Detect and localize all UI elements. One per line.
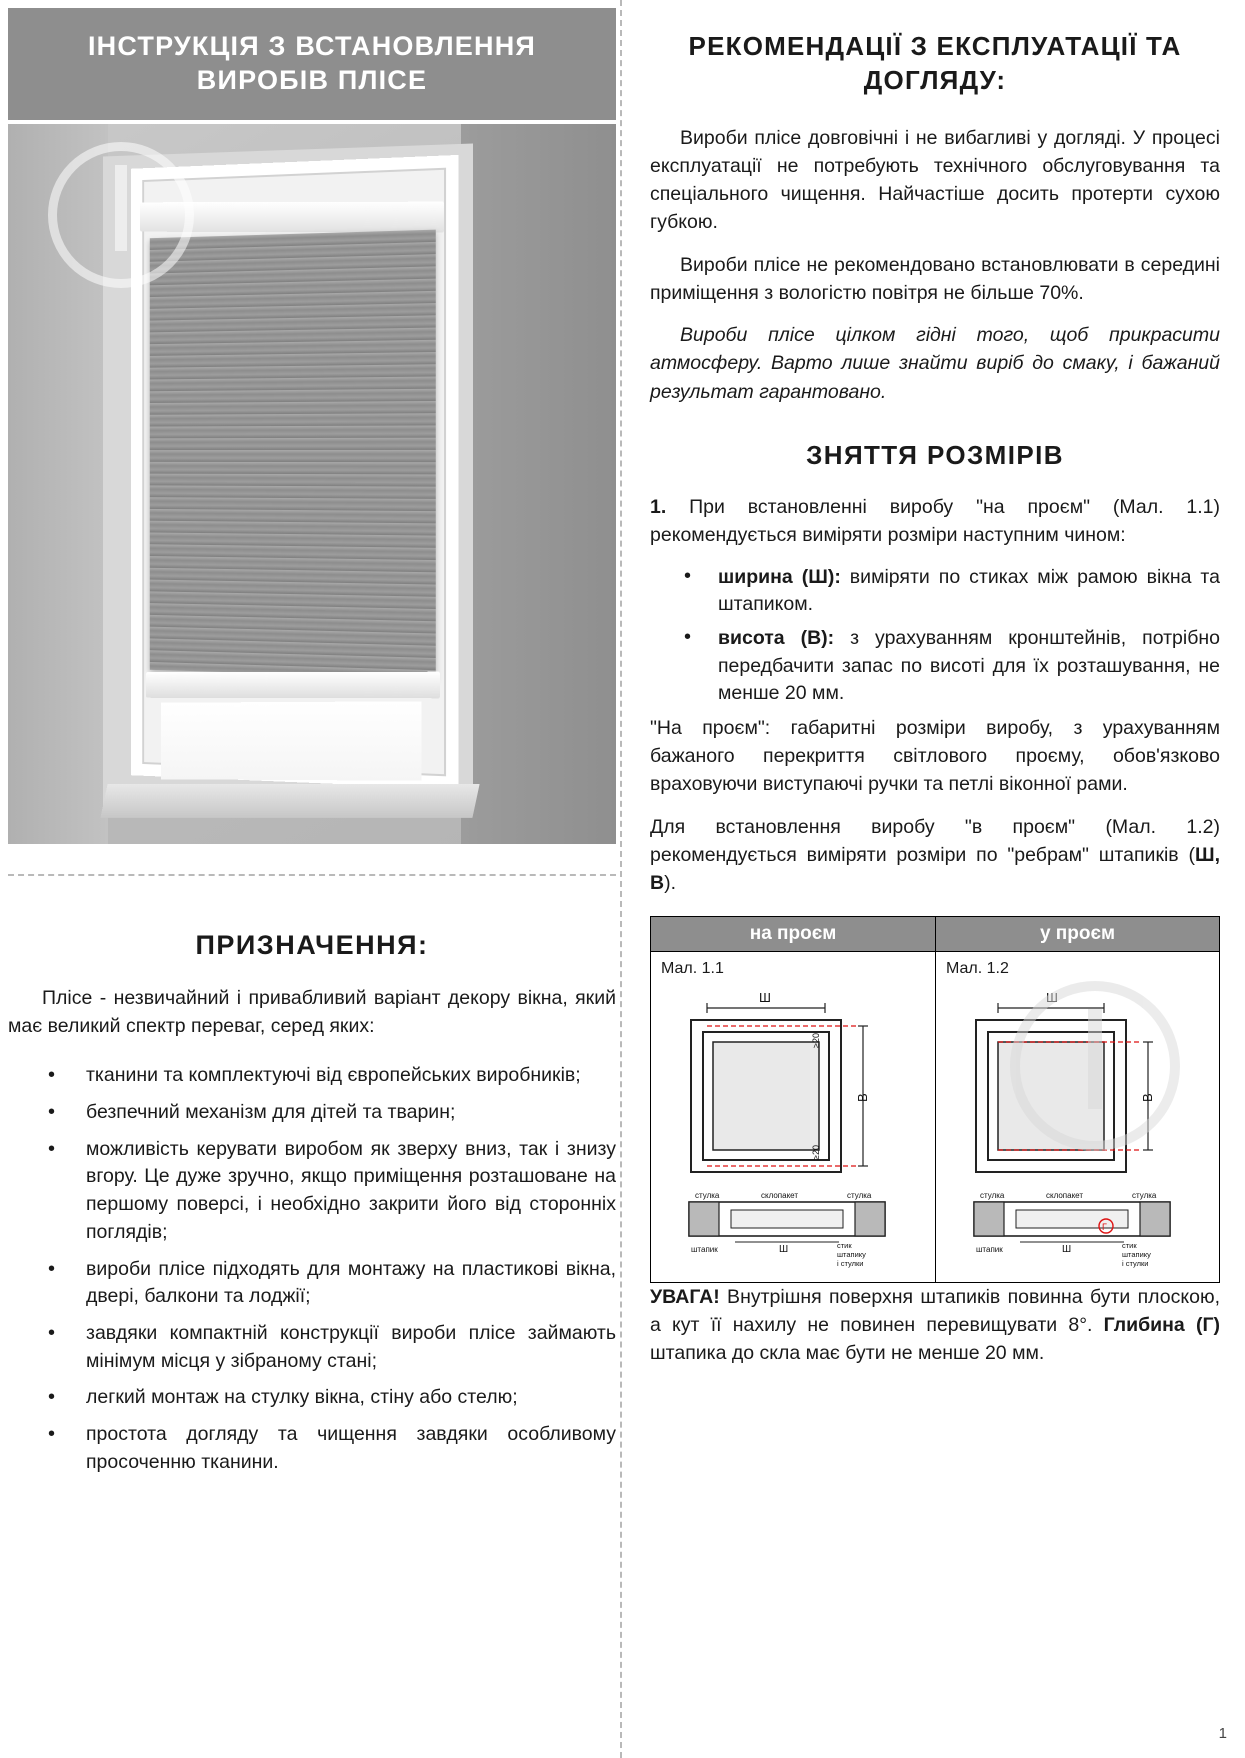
list-item: • завдяки компактній конструкції вироби пліcе займають мінімум місця у зібраному стані; bbox=[8, 1320, 616, 1375]
figure-caption-1: Мал. 1.1 bbox=[661, 959, 724, 977]
page-number: 1 bbox=[1218, 1725, 1227, 1742]
warning-bold-term: Глибина (Г) bbox=[1103, 1313, 1220, 1336]
care-paragraph-2: Вироби пліcе не рекомендовано встановлювати в середині приміщення з вологістю повітря не більше 70%. bbox=[650, 253, 1220, 304]
measure-paragraph-1 bbox=[650, 493, 1220, 550]
warning-paragraph bbox=[650, 1283, 1220, 1368]
figure-header-in-opening: у проєм bbox=[936, 917, 1219, 952]
svg-text:Ш: Ш bbox=[779, 1243, 789, 1255]
photo-blind-bottomrail bbox=[146, 672, 440, 699]
svg-text:Ш: Ш bbox=[759, 989, 771, 1005]
svg-text:В: В bbox=[855, 1092, 870, 1102]
photo-wall-right bbox=[461, 124, 616, 844]
list-item: • простота догляду та чищення завдяки особливому просоченню тканини. bbox=[8, 1421, 616, 1476]
warning-label: УВАГА! bbox=[650, 1285, 720, 1308]
purpose-heading: ПРИЗНАЧЕННЯ: bbox=[195, 930, 429, 960]
svg-text:Ш: Ш bbox=[1062, 1243, 1072, 1255]
purpose-intro: Пліcе - незвичайний і привабливий варіант декору вікна, який має великий спектр переваг, серед яких: bbox=[8, 987, 616, 1037]
svg-text:Г: Г bbox=[1102, 1221, 1107, 1232]
list-item bbox=[650, 564, 1220, 619]
horizontal-divider bbox=[8, 874, 616, 876]
list-item bbox=[650, 625, 1220, 708]
measurement-heading: ЗНЯТТЯ РОЗМІРІВ bbox=[806, 439, 1064, 470]
list-item: • легкий монтаж на стулку вікна, стіну або стелю; bbox=[8, 1384, 616, 1412]
svg-text:стулка: стулка bbox=[1132, 1190, 1157, 1200]
purpose-bullet-list bbox=[8, 1062, 616, 1476]
measure-item-number: 1. bbox=[650, 495, 667, 518]
care-heading: РЕКОМЕНДАЦІЇ З ЕКСПЛУАТАЦІЇ ТА ДОГЛЯДУ: bbox=[688, 31, 1182, 95]
svg-text:і стулки: і стулки bbox=[837, 1258, 864, 1268]
figure-cell-on-opening bbox=[651, 917, 935, 1282]
care-paragraph-1: Вироби пліcе довговічні і не вибагливі у догляді. У процесі експлуатації не потребують технічного обслуговування та спеціального чищення. Найчастіше досить протерти сухою губкою. bbox=[650, 126, 1220, 234]
svg-text:≥20: ≥20 bbox=[811, 1144, 821, 1160]
svg-text:≥20: ≥20 bbox=[811, 1032, 821, 1048]
measure-paragraph-3a: Для встановлення виробу "в проєм" (Мал. 1.2) рекомендується виміряти розміри по "ребрам" штапиків ( bbox=[650, 815, 1220, 867]
svg-text:штапику: штапику bbox=[1122, 1249, 1151, 1259]
photo-pleated-blind bbox=[150, 230, 436, 679]
photo-window-sill bbox=[100, 784, 479, 818]
left-column bbox=[0, 0, 620, 1758]
warning-text-2: штапика до скла має бути не менше 20 мм. bbox=[650, 1342, 1045, 1365]
photo-window-glass bbox=[161, 701, 421, 780]
watermark-icon-large bbox=[1010, 981, 1180, 1151]
care-paragraph-3: Вироби пліcе цілком гідні того, щоб прикрасити атмосферу. Варто лише знайти виріб до смаку, і бажаний результат гарантовано. bbox=[650, 324, 1220, 403]
list-item: • безпечний механізм для дітей та тварин; bbox=[8, 1099, 616, 1127]
svg-text:склопакет: склопакет bbox=[1046, 1190, 1084, 1200]
svg-text:стик: стик bbox=[1122, 1240, 1137, 1250]
svg-text:штапик: штапик bbox=[976, 1244, 1003, 1254]
measure-bullet-text: виміряти по стиках між рамою вікна та штапиком. bbox=[718, 565, 1220, 616]
measure-paragraph-2: "На проєм": габаритні розміри виробу, з урахуванням бажаного перекриття світлового проєму, обов'язково враховуючи виступаючі ручки та петлі віконної рами. bbox=[650, 716, 1220, 796]
measure-paragraph-1-text: При встановленні виробу "на проєм" (Мал. 1.1) рекомендується виміряти розміри наступним чином: bbox=[650, 495, 1220, 547]
svg-text:стик: стик bbox=[837, 1240, 852, 1250]
list-item: • можливість керувати виробом як зверху вниз, так і знизу вгору. Це дуже зручно, якщо приміщення розташоване на першому поверсі, і необхідно закрити його від сторонніх поглядів; bbox=[8, 1136, 616, 1247]
figure-body-on-opening bbox=[651, 952, 935, 1282]
svg-text:штапик: штапик bbox=[691, 1244, 718, 1254]
measure-paragraph-3c: ). bbox=[664, 872, 677, 895]
svg-text:штапику: штапику bbox=[837, 1249, 866, 1259]
watermark-icon bbox=[48, 142, 194, 288]
svg-text:стулка: стулка bbox=[980, 1190, 1005, 1200]
measure-paragraph-3 bbox=[650, 813, 1220, 898]
figure-header-on-opening: на проєм bbox=[651, 917, 935, 952]
measure-bullet-label: висота (В): bbox=[718, 626, 835, 649]
product-photo bbox=[8, 124, 616, 844]
right-column bbox=[650, 30, 1220, 1381]
svg-text:Ш: Ш bbox=[1046, 989, 1058, 1005]
figure-caption-2: Мал. 1.2 bbox=[946, 959, 1009, 977]
list-item: • вироби пліcе підходять для монтажу на пластикові вікна, двері, балкони та лоджії; bbox=[8, 1256, 616, 1311]
measure-bullet-label: ширина (Ш): bbox=[718, 565, 841, 588]
svg-text:стулка: стулка bbox=[695, 1190, 720, 1200]
measure-paragraph-3-bold: Ш, В bbox=[650, 844, 1220, 895]
purpose-section bbox=[8, 930, 616, 1485]
svg-text:склопакет: склопакет bbox=[761, 1190, 799, 1200]
svg-text:стулка: стулка bbox=[847, 1190, 872, 1200]
svg-text:і стулки: і стулки bbox=[1122, 1258, 1149, 1268]
vertical-divider bbox=[620, 0, 623, 1758]
measure-bullet-list bbox=[650, 564, 1220, 708]
svg-text:В: В bbox=[1140, 1092, 1155, 1102]
figure-drawing-1 bbox=[651, 974, 935, 1284]
instruction-title-banner: ІНСТРУКЦІЯ З ВСТАНОВЛЕННЯ ВИРОБІВ ПЛІСЕ bbox=[8, 8, 616, 120]
list-item: • тканини та комплектуючі від європейських виробників; bbox=[8, 1062, 616, 1090]
warning-text-1: Внутрішня поверхня штапиків повинна бути плоскою, а кут її нахилу не повинен перевищувати 8°. bbox=[650, 1285, 1220, 1336]
measure-bullet-text: з урахуванням кронштейнів, потрібно передбачити запас по висоті для їх розташування, не менше 20 мм. bbox=[718, 626, 1220, 705]
